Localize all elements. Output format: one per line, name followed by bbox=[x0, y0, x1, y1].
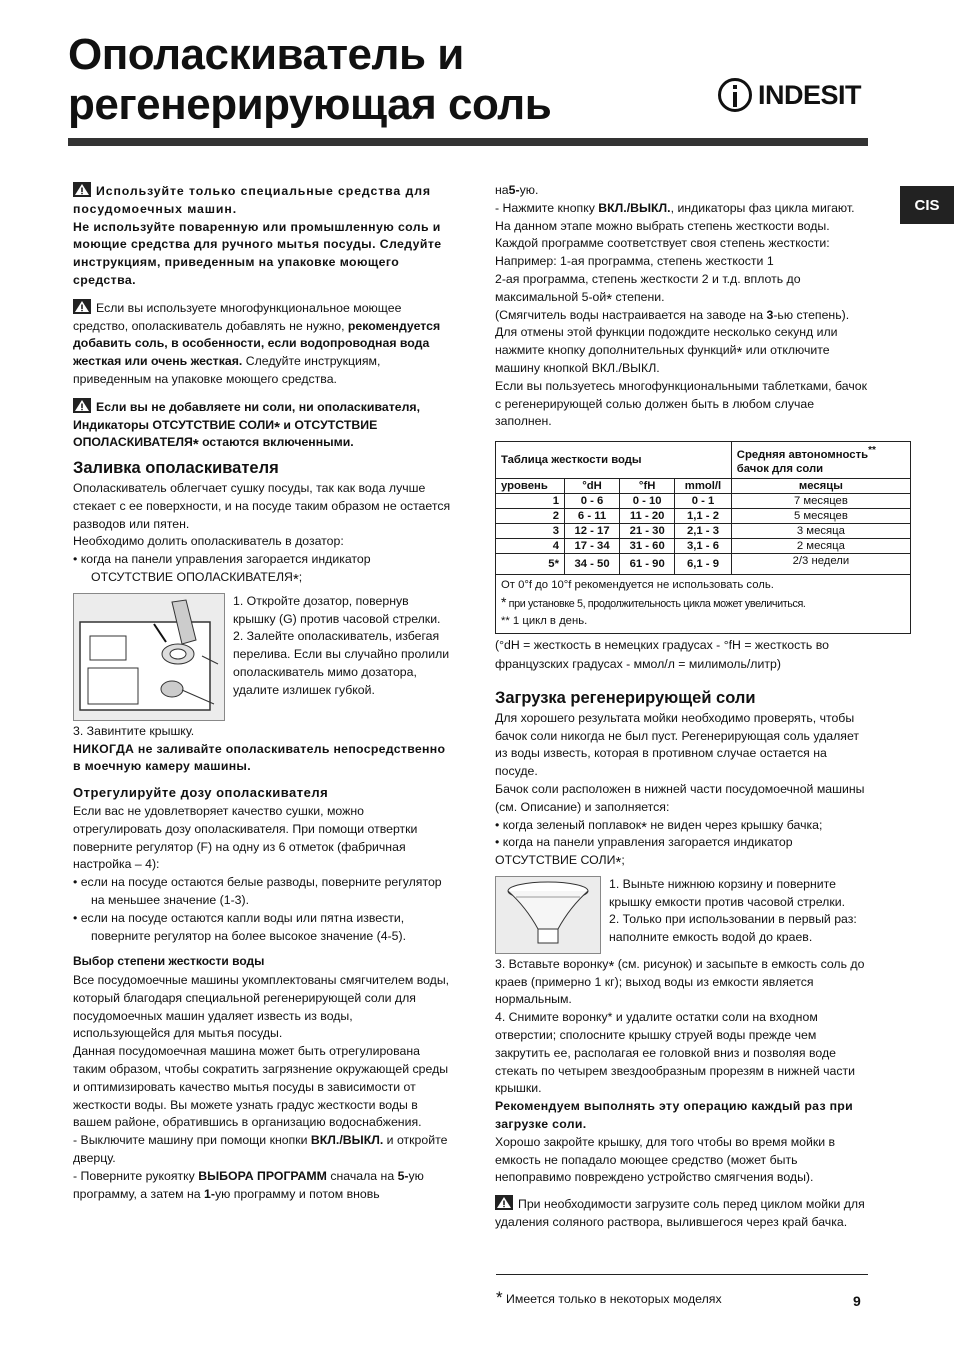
hardness-step-off: - Выключите машину при помощи кнопки ВКЛ./ВЫКЛ. и откройте дверцу. bbox=[73, 1133, 448, 1166]
warning-2: Если вы используете многофункциональное моющее средство, ополаскиватель добавлять не нужно, рекомендуется добавить соль, в особенности, если водопроводная вода жесткая или очень жесткая. Следуйте инструкциям, приведенным на упаковке моющего средства. bbox=[73, 300, 441, 386]
water-hardness-table bbox=[495, 441, 911, 634]
indesit-logo bbox=[718, 76, 861, 114]
warning-icon bbox=[73, 182, 91, 197]
salt-recommendation: Рекомендуем выполнять эту операцию каждый раз при загрузке соли. bbox=[495, 1099, 853, 1132]
footer-rule bbox=[496, 1274, 868, 1275]
language-tab: CIS bbox=[900, 186, 954, 224]
salt-close-lid: Хорошо закройте крышку, для того чтобы во время мойки в емкость не попадало моющее средство (может быть непоправимо повреждено устройство смягчения воды). bbox=[495, 1134, 836, 1185]
rinse-step-3: 3. Завинтите крышку. bbox=[73, 723, 195, 738]
salt-step-3: 3. Вставьте воронку* (см. рисунок) и засыпьте в емкость соль до краев (примерно 1 кг); выход воды из емкости является нормальным. bbox=[495, 956, 865, 1007]
salt-figure-row bbox=[495, 876, 873, 954]
col-dh: °dH bbox=[564, 478, 619, 493]
rinse-step-1: 1. Откройте дозатор, повернув крышку (G) против часовой стрелки. bbox=[233, 593, 441, 626]
heading-adjust-dose: Отрегулируйте дозу ополаскивателя bbox=[73, 785, 329, 801]
salt-bullet-1: • когда зеленый поплавок* не виден через крышку бачка; bbox=[495, 817, 823, 836]
rinse-paragraph-1: Ополаскиватель облегчает сушку посуды, так как вода лучше стекает с ее поверхности, и на посуде таким образом не остается разводов или пятен. bbox=[73, 480, 451, 531]
hardness-cancel: Для отмены этой функции подождите несколько секунд или нажмите кнопку дополнительных функций* или отключите машину кнопкой ВКЛ./ВЫКЛ. bbox=[495, 325, 838, 375]
warning-1-detail: Не используйте поваренную или промышленную соль и моющие средства для ручного мытья посуды. Следуйте инструкциям, приведенным на упаковке моющего средства. bbox=[73, 219, 442, 287]
adjust-paragraph: Если вас не удовлетворяет качество сушки, можно отрегулировать дозу ополаскивателя. При помощи отвертки поверните регулятор (F) на одну из 6 отметок (фабричная настройка – 4): bbox=[73, 803, 418, 872]
adjust-bullet-1: • если на посуде остаются белые разводы, поверните регулятор на меньшее значение (1-3). bbox=[73, 875, 442, 907]
right-column bbox=[495, 182, 876, 1232]
table-row: 5* 34 - 50 61 - 90 6,1 - 9 2/3 недели bbox=[496, 553, 911, 574]
salt-step-1: 1. Выньте нижнюю корзину и поверните крышку емкости против часовой стрелки. bbox=[609, 876, 846, 909]
logo-text: INDESIT bbox=[758, 79, 862, 110]
warning-icon bbox=[495, 1195, 513, 1210]
table-row: 4 17 - 34 31 - 60 3,1 - 6 2 месяца bbox=[496, 538, 911, 553]
rinse-never-warning: НИКОГДА не заливайте ополаскиватель непосредственно в моечную камеру машины. bbox=[73, 741, 446, 774]
table-row: 3 12 - 17 21 - 30 2,1 - 3 3 месяца bbox=[496, 523, 911, 538]
rinse-figure-row bbox=[73, 593, 453, 721]
heading-salt: Загрузка регенерирующей соли bbox=[495, 688, 756, 707]
rinse-paragraph-2: Необходимо долить ополаскиватель в дозатор: bbox=[73, 534, 344, 549]
title-line-2: регенерирующая соль bbox=[68, 80, 552, 129]
table-note-2: * при установке 5, продолжительность цикла может увеличиться. bbox=[501, 593, 806, 610]
salt-warning: При необходимости загрузите соль перед циклом мойки для удаления соляного раствора, вылившегося через край бачка. bbox=[495, 1197, 865, 1230]
table-title: Таблица жесткости воды bbox=[496, 442, 732, 479]
warning-3: Если вы не добавляете ни соли, ни ополаскивателя, Индикаторы ОТСУТСТВИЕ СОЛИ* и ОТСУТСТВИЕ ОПОЛАСКИВАТЕЛЯ* остаются включенными. bbox=[73, 399, 420, 454]
title-rule bbox=[68, 138, 868, 146]
hardness-continued: на5-ую. bbox=[495, 183, 539, 197]
salt-paragraph-1: Для хорошего результата мойки необходимо проверять, чтобы бачок соли никогда не был пуст. Регенерирующая соль удаляет из воды известь, которая в противном случае остается на посуде. bbox=[495, 710, 860, 779]
heading-rinse-aid: Заливка ополаскивателя bbox=[73, 459, 279, 478]
rinse-step-2: 2. Залейте ополаскиватель, избегая перелива. Если вы случайно пролили ополаскиватель мимо дозатора, удалите излишек губкой. bbox=[233, 629, 450, 697]
salt-bullet-2: • когда на панели управления загорается индикатор ОТСУТСТВИЕ СОЛИ*; bbox=[495, 835, 793, 872]
left-column bbox=[73, 182, 453, 1203]
footnote: * Имеется только в некоторых моделях bbox=[496, 1288, 722, 1307]
table-note-3: ** 1 цикл в день. bbox=[501, 614, 588, 627]
warning-icon bbox=[73, 398, 91, 413]
hardness-example-2: 2-ая программа, степень жесткости 2 и т.д. вплоть до максимальной 5-ой* степени. bbox=[495, 271, 801, 308]
col-fh: °fH bbox=[620, 478, 675, 493]
hardness-factory: (Смягчитель воды настраивается на заводе на 3-ью степень). bbox=[495, 307, 850, 322]
table-row: 1 0 - 6 0 - 10 0 - 1 7 месяцев bbox=[496, 493, 911, 508]
hardness-tablets: Если вы пользуетесь многофункциональными таблетками, бачок с регенерирующей солью должен быть в любом случае заполнен. bbox=[495, 378, 867, 429]
page-title bbox=[68, 30, 551, 130]
hardness-press-button: - Нажмите кнопку ВКЛ./ВЫКЛ., индикаторы фаз цикла мигают. На данном этапе можно выбрать степень жесткости воды. Каждой программе соответствует своя степень жесткости: bbox=[495, 200, 855, 251]
adjust-bullet-2: • если на посуде остаются капли воды или пятна извести, поверните регулятор на более высокое значение (4-5). bbox=[73, 910, 407, 943]
hardness-paragraph-2: Данная посудомоечная машина может быть отрегулирована таким образом, чтобы сократить загрязнение окружающей среды и оптимизировать качество мытья посуды в зависимости от жесткости воды. Вы можете узнать градус жесткости воды в вашем районе, обратившись в организацию водоснабжения. bbox=[73, 1044, 449, 1130]
table-note-1: От 0°f до 10°f рекомендуется не использовать соль. bbox=[501, 578, 774, 591]
logo-i-icon bbox=[718, 78, 752, 112]
hardness-paragraph-1: Все посудомоечные машины укомплектованы смягчителем воды, который благодаря специальной регенерирующей соли для посудомоечных машин удаляет известь из воды, использующейся для мытья посуды. bbox=[73, 973, 450, 1041]
col-months: месяцы bbox=[731, 478, 910, 493]
table-notes bbox=[496, 574, 911, 633]
table-row: 2 6 - 11 11 - 20 1,1 - 2 5 месяцев bbox=[496, 508, 911, 523]
heading-water-hardness: Выбор степени жесткости воды bbox=[73, 954, 265, 969]
salt-paragraph-2: Бачок соли расположен в нижней части посудомоечной машины (см. Описание) и заполняется: bbox=[495, 781, 865, 814]
units-legend: (°dH = жесткость в немецких градусах - °fH = жесткость во французских градусах - ммол/л = милимоль/литр) bbox=[495, 637, 829, 671]
salt-step-2: 2. Только при использовании в первый раз: наполните емкость водой до краев. bbox=[609, 912, 857, 945]
title-line-1: Ополаскиватель и bbox=[68, 30, 464, 79]
warning-icon bbox=[73, 299, 91, 314]
table-header-row bbox=[496, 478, 911, 493]
hardness-step-program: - Поверните рукоятку ВЫБОРА ПРОГРАММ сначала на 5-ую программу, а затем на 1-ую программу и потом вновь bbox=[73, 1168, 424, 1201]
col-level: уровень bbox=[496, 478, 565, 493]
hardness-example-1: Например: 1-ая программа, степень жесткости 1 bbox=[495, 254, 774, 269]
rinse-bullet: • когда на панели управления загорается индикатор ОТСУТСТВИЕ ОПОЛАСКИВАТЕЛЯ*; bbox=[73, 552, 371, 588]
salt-step-4: 4. Снимите воронку* и удалите остатки соли на входном отверстии; сполосните крышку струей воды прежде чем закрутить ее, располагая ее головкой вниз и позволяя воде стекать по четырем звездообразным прорезям в нижней части крышки. bbox=[495, 1010, 856, 1096]
rinse-dispenser-illustration bbox=[73, 593, 225, 721]
warning-1: Используйте только специальные средства для посудомоечных машин. bbox=[73, 184, 431, 216]
page-number: 9 bbox=[853, 1293, 861, 1309]
col-mmol: mmol/l bbox=[675, 478, 732, 493]
table-autonomy-header: Средняя автономность** бачок для соли bbox=[731, 442, 910, 479]
salt-funnel-illustration bbox=[495, 876, 601, 954]
